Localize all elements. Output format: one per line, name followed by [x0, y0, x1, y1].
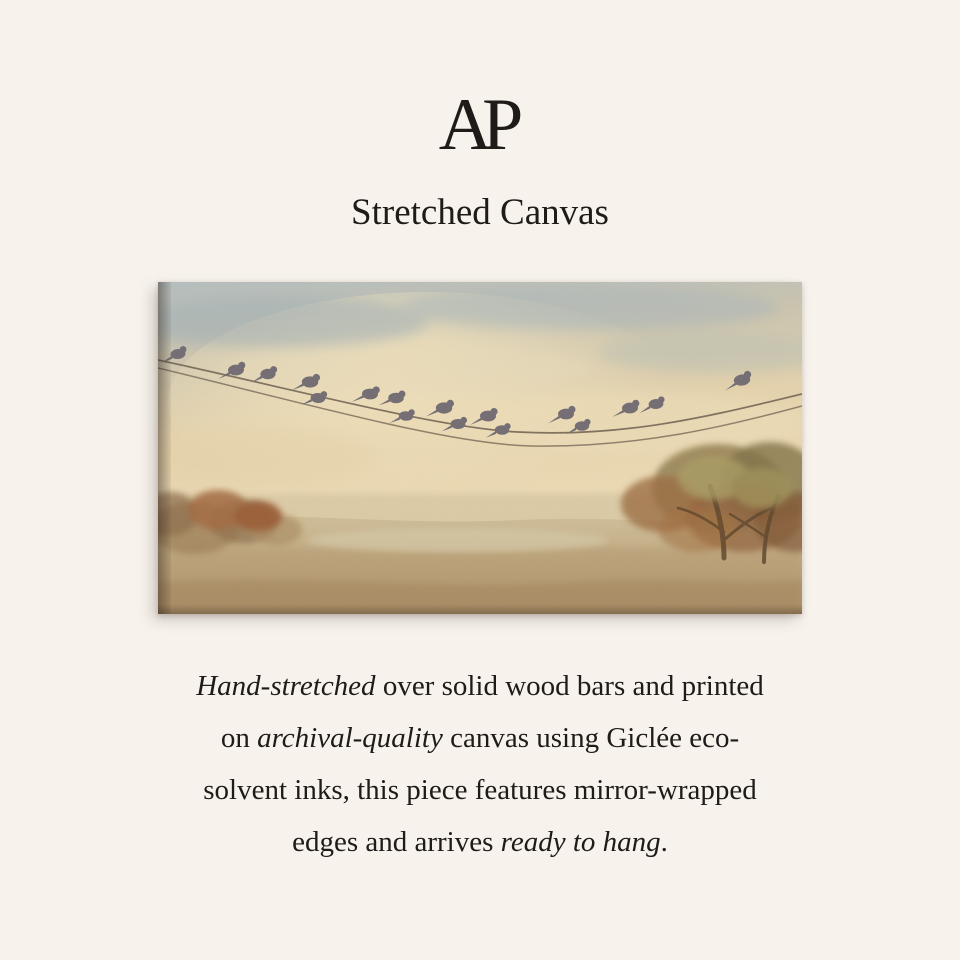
description-emphasis: archival-quality [257, 722, 443, 754]
brand-logo-letter-p: P [482, 84, 522, 166]
description-emphasis: Hand-stretched [196, 670, 376, 702]
description-text: on [220, 722, 258, 754]
description-line [120, 712, 840, 764]
description-line [120, 764, 840, 816]
description-text: solvent inks, this piece features mirror-wrapped [203, 774, 757, 806]
brand-logo [0, 86, 960, 164]
description-text: edges and arrives [292, 826, 501, 858]
canvas-artwork [158, 282, 802, 614]
description-line [120, 816, 840, 868]
artwork-image [158, 282, 802, 614]
description-text: . [660, 826, 668, 858]
birds-on-a-wire-painting [158, 282, 802, 614]
page-title: Stretched Canvas [351, 192, 609, 233]
description-line [120, 660, 840, 712]
description-text: over solid wood bars and printed [375, 670, 764, 702]
description-emphasis: ready to hang [500, 826, 661, 858]
brand-logo-letter-a: A [438, 84, 483, 166]
description-text: canvas using Giclée eco- [442, 722, 740, 754]
product-description [120, 660, 840, 868]
